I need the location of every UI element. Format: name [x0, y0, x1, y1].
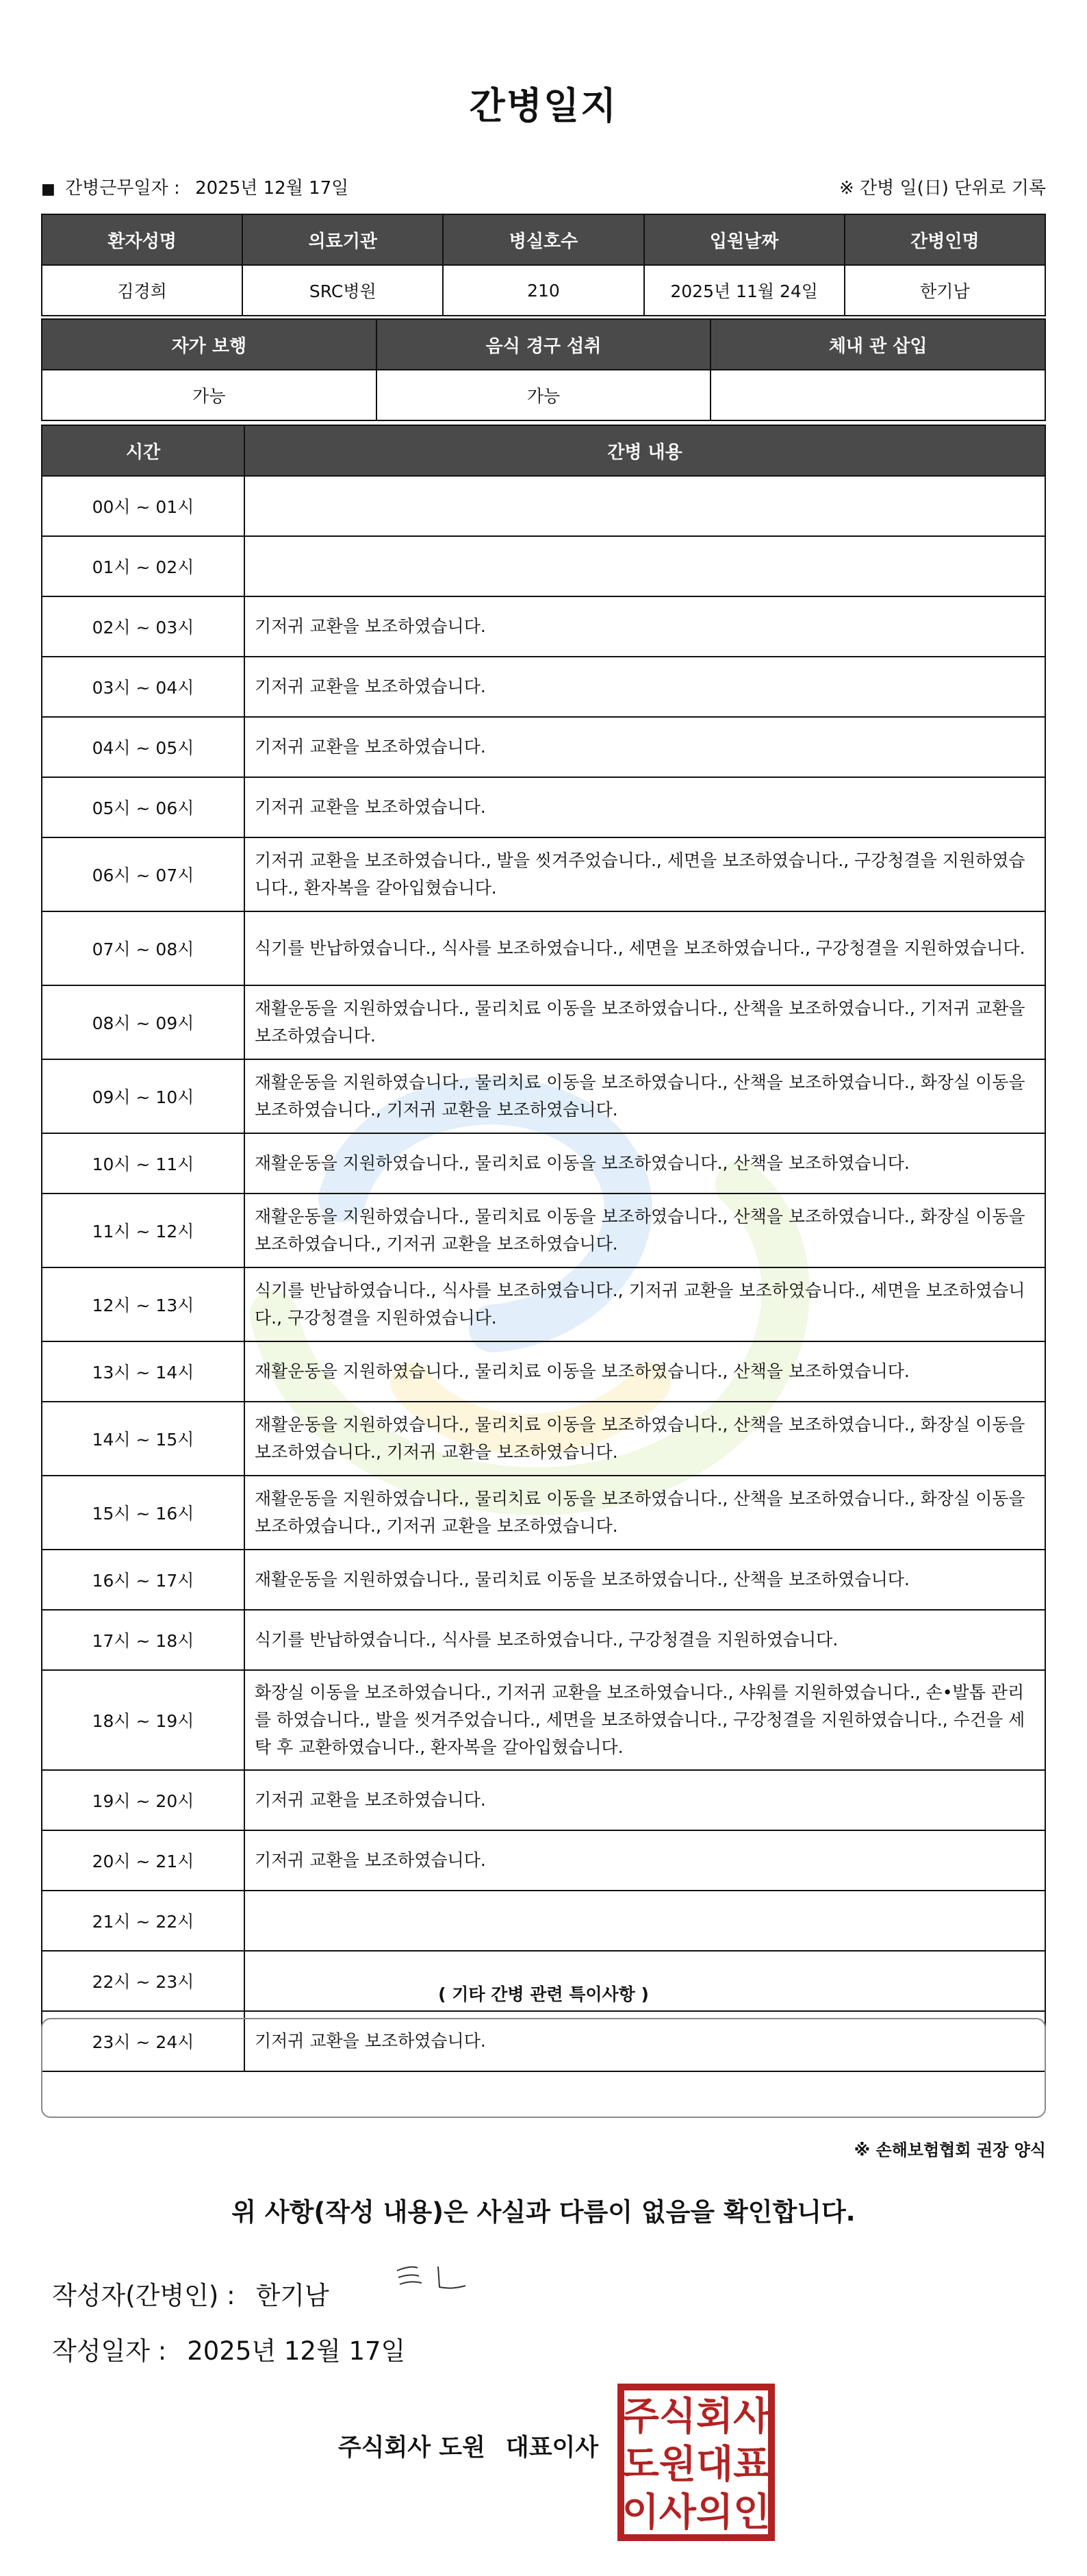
log-time: 00시 ~ 01시 [42, 476, 244, 536]
hospital: SRC병원 [242, 265, 443, 316]
log-row [42, 1830, 1045, 1891]
log-time: 08시 ~ 09시 [42, 985, 244, 1059]
care-log-table [41, 425, 1046, 2072]
notes-box [41, 2018, 1046, 2118]
log-time: 06시 ~ 07시 [42, 837, 244, 911]
log-time: 21시 ~ 22시 [42, 1891, 244, 1951]
log-content: 기저귀 교환을 보조하였습니다. [244, 1770, 1045, 1830]
log-row [42, 837, 1045, 911]
log-content: 화장실 이동을 보조하였습니다., 기저귀 교환을 보조하였습니다., 샤워를 지원하였습니다., 손•발톱 관리를 하였습니다., 발을 씻겨주었습니다., 세면을 보조하였습니다., 구강청결을 지원하였습니다., 수건을 세탁 후 교환하였습니다., 환자복을 갈아입혔습니다. [244, 1670, 1045, 1770]
log-time: 04시 ~ 05시 [42, 717, 244, 777]
recommended-form-note: ※ 손해보험협회 권장 양식 [854, 2141, 1046, 2160]
patient-info-table [41, 214, 1046, 316]
log-row [42, 1670, 1045, 1770]
log-time: 17시 ~ 18시 [42, 1610, 244, 1670]
log-content: 재활운동을 지원하였습니다., 물리치료 이동을 보조하였습니다., 산책을 보조하였습니다., 화장실 이동을 보조하였습니다., 기저귀 교환을 보조하였습니다. [244, 1402, 1045, 1476]
log-time: 22시 ~ 23시 [42, 1951, 244, 2011]
work-date [41, 174, 348, 199]
log-time: 11시 ~ 12시 [42, 1194, 244, 1267]
confirmation-statement: 위 사항(작성 내용)은 사실과 다름이 없음을 확인합니다. [231, 2197, 856, 2227]
notes-title: ( 기타 간병 관련 특이사항 ) [438, 1984, 649, 2004]
log-row [42, 1610, 1045, 1670]
work-date-value: 2025년 12월 17일 [195, 177, 349, 199]
company-name: 주식회사 도원 [337, 2434, 485, 2462]
log-time: 13시 ~ 14시 [42, 1341, 244, 1402]
log-time: 15시 ~ 16시 [42, 1476, 244, 1550]
log-content: 재활운동을 지원하였습니다., 물리치료 이동을 보조하였습니다., 산책을 보조하였습니다., 화장실 이동을 보조하였습니다., 기저귀 교환을 보조하였습니다. [244, 1059, 1045, 1133]
log-content: 재활운동을 지원하였습니다., 물리치료 이동을 보조하였습니다., 산책을 보조하였습니다., 기저귀 교환을 보조하였습니다. [244, 985, 1045, 1059]
log-content: 재활운동을 지원하였습니다., 물리치료 이동을 보조하였습니다., 산책을 보조하였습니다. [244, 1133, 1045, 1194]
log-row [42, 985, 1045, 1059]
log-row [42, 536, 1045, 596]
log-content: 기저귀 교환을 보조하였습니다. [244, 717, 1045, 777]
log-content [244, 1891, 1045, 1951]
log-row [42, 1402, 1045, 1476]
log-time: 09시 ~ 10시 [42, 1059, 244, 1133]
log-time: 18시 ~ 19시 [42, 1670, 244, 1770]
svg-text:주식회사: 주식회사 [622, 2395, 771, 2439]
log-row [42, 476, 1045, 536]
unit-note: ※ 간병 일(日) 단위로 기록 [839, 177, 1046, 199]
log-row [42, 1133, 1045, 1194]
log-row [42, 911, 1045, 985]
log-time: 16시 ~ 17시 [42, 1550, 244, 1610]
work-date-label: 간병근무일자 : [65, 177, 180, 199]
log-row [42, 1267, 1045, 1341]
header-self-walking: 자가 보행 [42, 319, 376, 370]
log-content: 기저귀 교환을 보조하였습니다. [244, 596, 1045, 657]
log-content: 재활운동을 지원하였습니다., 물리치료 이동을 보조하였습니다., 산책을 보조하였습니다., 화장실 이동을 보조하였습니다., 기저귀 교환을 보조하였습니다. [244, 1194, 1045, 1267]
log-content: 기저귀 교환을 보조하였습니다., 발을 씻겨주었습니다., 세면을 보조하였습니다., 구강청결을 지원하였습니다., 환자복을 갈아입혔습니다. [244, 837, 1045, 911]
log-time: 19시 ~ 20시 [42, 1770, 244, 1830]
work-date-row [41, 173, 1046, 200]
company-seal-stamp [617, 2383, 776, 2542]
handwritten-signature [390, 2260, 486, 2301]
header-care-content: 간병 내용 [244, 425, 1045, 476]
header-patient-name: 환자성명 [42, 214, 242, 265]
header-oral-intake: 음식 경구 섭취 [376, 319, 711, 370]
oral-intake: 가능 [376, 370, 711, 420]
written-date-value: 2025년 12월 17일 [187, 2336, 406, 2366]
log-content: 기저귀 교환을 보조하였습니다. [244, 2011, 1045, 2071]
svg-text:이사의인: 이사의인 [622, 2490, 771, 2535]
self-walking: 가능 [42, 370, 376, 420]
tube-insertion [711, 370, 1045, 420]
log-content: 식기를 반납하였습니다., 식사를 보조하였습니다., 구강청결을 지원하였습니다. [244, 1610, 1045, 1670]
ability-table [41, 318, 1046, 421]
log-time: 14시 ~ 15시 [42, 1402, 244, 1476]
log-content: 재활운동을 지원하였습니다., 물리치료 이동을 보조하였습니다., 산책을 보조하였습니다. [244, 1550, 1045, 1610]
header-time: 시간 [42, 425, 244, 476]
square-bullet-icon: ■ [41, 180, 55, 198]
log-row [42, 657, 1045, 717]
admission-date: 2025년 11월 24일 [644, 265, 845, 316]
writer-label: 작성자(간병인) : [52, 2281, 235, 2310]
log-content [244, 476, 1045, 536]
header-tube-insertion: 체내 관 삽입 [711, 319, 1045, 370]
log-row [42, 1059, 1045, 1133]
log-content: 기저귀 교환을 보조하였습니다. [244, 657, 1045, 717]
log-time: 20시 ~ 21시 [42, 1830, 244, 1891]
written-date-line [52, 2330, 405, 2367]
log-content: 식기를 반납하였습니다., 식사를 보조하였습니다., 세면을 보조하였습니다., 구강청결을 지원하였습니다. [244, 911, 1045, 985]
svg-text:도원대표: 도원대표 [622, 2442, 771, 2487]
log-content [244, 536, 1045, 596]
log-row [42, 1476, 1045, 1550]
log-time: 02시 ~ 03시 [42, 596, 244, 657]
written-date-label: 작성일자 : [52, 2336, 167, 2366]
writer-name: 한기남 [255, 2281, 329, 2310]
company-ceo-title: 대표이사 [505, 2434, 599, 2462]
room-number: 210 [443, 265, 643, 316]
care-log-rows [42, 476, 1045, 2071]
log-content: 식기를 반납하였습니다., 식사를 보조하였습니다., 기저귀 교환을 보조하였습니다., 세면을 보조하였습니다., 구강청결을 지원하였습니다. [244, 1267, 1045, 1341]
header-caregiver-name: 간병인명 [845, 214, 1045, 265]
caregiver-name: 한기남 [845, 265, 1045, 316]
log-row [42, 1550, 1045, 1610]
log-row [42, 1194, 1045, 1267]
log-time: 05시 ~ 06시 [42, 777, 244, 837]
log-content: 기저귀 교환을 보조하였습니다. [244, 1830, 1045, 1891]
log-content: 재활운동을 지원하였습니다., 물리치료 이동을 보조하였습니다., 산책을 보조하였습니다. [244, 1341, 1045, 1402]
log-row [42, 596, 1045, 657]
log-row [42, 777, 1045, 837]
log-content: 재활운동을 지원하였습니다., 물리치료 이동을 보조하였습니다., 산책을 보조하였습니다., 화장실 이동을 보조하였습니다., 기저귀 교환을 보조하였습니다. [244, 1476, 1045, 1550]
log-time: 12시 ~ 13시 [42, 1267, 244, 1341]
log-row [42, 1770, 1045, 1830]
log-time: 03시 ~ 04시 [42, 657, 244, 717]
header-admission-date: 입원날짜 [644, 214, 845, 265]
patient-name: 김경희 [42, 265, 242, 316]
document-title: 간병일지 [469, 84, 618, 127]
log-time: 01시 ~ 02시 [42, 536, 244, 596]
company-line [0, 2429, 1087, 2463]
log-content: 기저귀 교환을 보조하였습니다. [244, 777, 1045, 837]
log-time: 10시 ~ 11시 [42, 1133, 244, 1194]
header-room-number: 병실호수 [443, 214, 643, 265]
log-time: 23시 ~ 24시 [42, 2011, 244, 2071]
writer-line [52, 2275, 329, 2312]
log-row [42, 1341, 1045, 1402]
log-row [42, 717, 1045, 777]
header-hospital: 의료기관 [242, 214, 443, 265]
log-time: 07시 ~ 08시 [42, 911, 244, 985]
log-row [42, 1891, 1045, 1951]
